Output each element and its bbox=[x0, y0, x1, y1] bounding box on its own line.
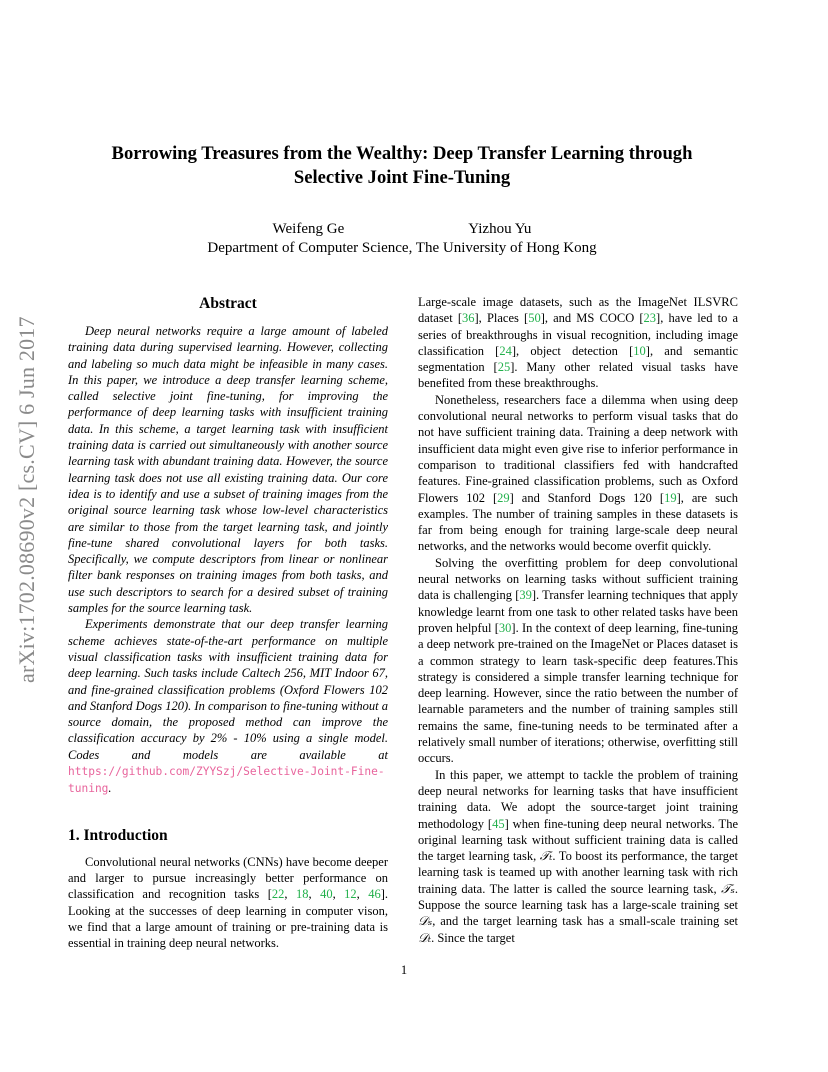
citation-link[interactable]: 19 bbox=[664, 490, 677, 505]
text-span: . To boost its performance, the target learning task is teamed up with another learning task with rich training data. The latter is called the source learning task, bbox=[418, 849, 739, 896]
author-names bbox=[100, 220, 704, 239]
text-span: ] when fine-tuning deep neural networks. The original learning task without sufficient training data is called the target learning task, bbox=[418, 816, 738, 864]
abstract-body bbox=[68, 323, 388, 798]
text-span: Solving the overfitting problem for deep convolutional neural networks on learning tasks without sufficient training data is challenging [ bbox=[418, 555, 738, 603]
title-line-2: Selective Joint Fine-Tuning bbox=[293, 167, 511, 188]
citation-link[interactable]: 23 bbox=[643, 311, 657, 326]
math-source-task: 𝒯ₛ bbox=[721, 881, 735, 896]
citation-link[interactable]: 39 bbox=[519, 588, 532, 603]
intro-paragraph-1 bbox=[68, 854, 388, 952]
citation-link[interactable]: 12 bbox=[344, 887, 357, 902]
citation-link[interactable]: 25 bbox=[497, 360, 511, 375]
code-link[interactable]: https://github.com/ZYYSzj/Selective-Joint-Fine-tuning bbox=[68, 765, 385, 796]
text-span: ], object detection [ bbox=[511, 343, 634, 358]
text-span: In this paper, we attempt to tackle the problem of training deep neural networks for learning tasks that have insufficient training data. We adopt the source-target joint training methodology [ bbox=[418, 767, 738, 831]
citation-link[interactable]: 30 bbox=[498, 620, 512, 635]
text-span: ]. Many other related visual tasks have benefited from these breakthroughs. bbox=[418, 360, 738, 391]
left-column bbox=[68, 294, 388, 951]
right-paragraph-3 bbox=[418, 555, 738, 767]
text-span: , bbox=[356, 887, 369, 902]
citation-link[interactable]: 45 bbox=[492, 816, 505, 831]
citation-link[interactable]: 46 bbox=[368, 887, 381, 902]
page-number: 1 bbox=[400, 963, 408, 977]
citation-link[interactable]: 40 bbox=[320, 887, 333, 902]
text-span: , bbox=[284, 887, 296, 902]
text-span: Nonetheless, researchers face a dilemma when using deep convolutional neural networks to perform visual tasks that do not have sufficient training data. Training a deep network with insufficient data might even give rise to inferior performance in comparison to traditional classifiers fed with handcrafted features. Fine-grained classification problems, such as Oxford Flowers 102 [ bbox=[418, 392, 738, 505]
citation-link[interactable]: 36 bbox=[462, 311, 475, 326]
paper-title bbox=[90, 142, 714, 190]
section-heading-introduction: 1. Introduction bbox=[68, 826, 168, 844]
text-span: . Since the target bbox=[431, 930, 515, 945]
text-span: ] and Stanford Dogs 120 [ bbox=[509, 490, 665, 505]
abstract-p2-text: Experiments demonstrate that our deep transfer learning scheme achieves state-of-the-art performance on multiple visual classification tasks with insufficient training data for deep learning. Such tasks include Caltech 256, MIT Indoor 67, and fine-grained classification problems (Oxford Flowers 102 and Stanford Dogs 120). In comparison to fine-tuning without a source domain, the proposed method can improve the classification accuracy by 2% - 10% using a single model. Codes and models are available at bbox=[68, 617, 388, 762]
text-span: ]. In the context of deep learning, fine-tuning a deep network pre-trained on the ImageNet or Places dataset is a common strategy to learn task-specific deep features.This strategy is considered a simple transfer learning technique for deep learning. However, since the ratio between the number of learnable parameters and the number of training samples still remains the same, fine-tuning needs to be terminated after a relatively small number of iterations; otherwise, overfitting still occurs. bbox=[418, 620, 738, 766]
citation-link[interactable]: 50 bbox=[528, 311, 541, 326]
citation-link[interactable]: 29 bbox=[497, 490, 510, 505]
text-span: , bbox=[308, 887, 321, 902]
text-span: , bbox=[332, 887, 345, 902]
text-span: , and the target learning task has a small-scale training set bbox=[432, 914, 738, 929]
text-span: ]. Looking at the successes of deep learning in computer vison, we find that a large amount of training or pre-training data is essential in training deep neural networks. bbox=[68, 887, 389, 951]
right-column-body bbox=[418, 294, 738, 946]
math-source-set: 𝒟ₛ bbox=[418, 914, 433, 929]
author-block bbox=[100, 220, 704, 258]
citation-link[interactable]: 10 bbox=[633, 343, 646, 358]
abstract-heading: Abstract bbox=[199, 295, 257, 312]
right-column bbox=[418, 294, 738, 946]
text-span: ], Places [ bbox=[474, 311, 529, 326]
abstract-paragraph-1: Deep neural networks require a large amount of labeled training data during supervised learning. However, collecting and labeling so much data might be infeasible in many cases. In this paper, we introduce a deep transfer learning scheme, called selective joint fine-tuning, for improving the performance of deep learning tasks with insufficient training data. In this scheme, a target learning task with insufficient training data is carried out simultaneously with another source learning task with abundant training data. However, the source learning task does not use all existing training data. Our core idea is to identify and use a subset of training images from the original source learning task whose low-level characteristics are similar to those from the target learning task, and jointly fine-tune shared convolutional layers for both tasks. Specifically, we compute descriptors from linear or nonlinear filter bank responses on training images from both tasks, and use such descriptors to search for a desired subset of training samples for the source learning task. bbox=[68, 324, 388, 616]
math-target-task: 𝒯ₜ bbox=[539, 849, 553, 864]
title-line-1: Borrowing Treasures from the Wealthy: Deep Transfer Learning through bbox=[111, 143, 693, 164]
text-span: ], and semantic segmentation [ bbox=[418, 343, 738, 375]
right-paragraph-4 bbox=[418, 767, 738, 946]
right-paragraph-2 bbox=[418, 392, 738, 555]
text-span: . Suppose the source learning task has a large-scale training set bbox=[418, 881, 738, 912]
text-span: ], have led to a series of breakthroughs in visual recognition, including image classification [ bbox=[418, 311, 739, 358]
citation-link[interactable]: 24 bbox=[499, 343, 512, 358]
abstract-p2-end: . bbox=[108, 781, 112, 796]
arxiv-id-text: arXiv:1702.08690v2 [cs.CV] 6 Jun 2017 bbox=[14, 316, 39, 683]
text-span: ], are such examples. The number of training samples in these datasets is far from being enough for training large-scale deep neural networks, and the networks would become overfit quickly. bbox=[418, 490, 738, 554]
arxiv-stamp bbox=[14, 295, 54, 683]
text-span: Convolutional neural networks (CNNs) have become deeper and larger to pursue increasingly better performance on classification and recognition tasks [ bbox=[68, 854, 388, 902]
abstract-paragraph-2 bbox=[68, 616, 388, 797]
citation-link[interactable]: 22 bbox=[271, 887, 285, 902]
author-2: Yizhou Yu bbox=[468, 221, 532, 237]
right-paragraph-1 bbox=[418, 294, 738, 392]
text-span: Large-scale image datasets, such as the ImageNet ILSVRC dataset [ bbox=[418, 295, 738, 326]
author-1: Weifeng Ge bbox=[272, 221, 345, 237]
text-span: ]. Transfer learning techniques that apply knowledge learnt from one task to other related tasks have been proven helpful [ bbox=[418, 588, 738, 635]
text-span: ], and MS COCO [ bbox=[540, 311, 644, 326]
introduction-body bbox=[68, 854, 388, 952]
affiliation: Department of Computer Science, The University of Hong Kong bbox=[207, 240, 597, 256]
math-target-set: 𝒟ₜ bbox=[418, 930, 432, 945]
citation-link[interactable]: 18 bbox=[295, 887, 309, 902]
